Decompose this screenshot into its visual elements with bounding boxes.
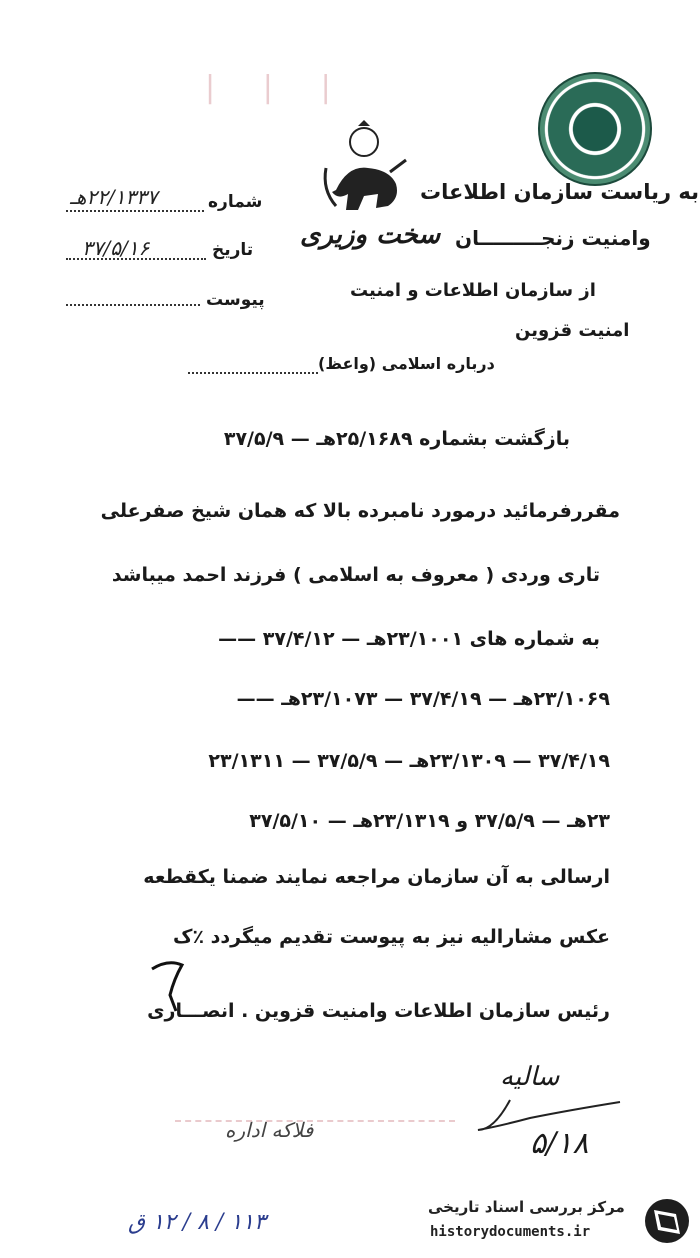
signature-line: رئیس سازمان اطلاعات وامنیت قزوین . انصـــاری (147, 1000, 610, 1022)
reference-line: بازگشت بشماره ۲۵/۱۶۸۹هـ — ۳۷/۵/۹ (223, 428, 570, 450)
red-stamp-text: فلاکه اداره (225, 1118, 314, 1142)
handwritten-fraction: ۵/۱۸ (530, 1126, 589, 1161)
body-line-8: عکس مشارالیه نیز به پیوست تقدیم میگردد ٪ک (172, 926, 610, 948)
addressee-line2: وامنیت زنجـــــــــان (455, 226, 651, 250)
date-label: تاریخ (212, 240, 254, 260)
addressee-line1: به ریاست سازمان اطلاعات (420, 180, 699, 204)
blue-handwritten-number: ۱۱۳ / ۸ / ۱۲ ق (128, 1210, 266, 1235)
attachment-dotted-line (66, 304, 200, 306)
subject-dotted-line (188, 372, 318, 374)
emblem-seal (538, 72, 652, 186)
subject-line: درباره اسلامی (واعظ) (318, 354, 495, 373)
body-line-2: تاری وردی ( معروف به اسلامی ) فرزند احمد میباشد (111, 564, 600, 586)
lion-and-sun-emblem (318, 120, 410, 220)
body-line-3: به شماره های ۲۳/۱۰۰۱هـ — ۳۷/۴/۱۲ —— (218, 628, 600, 650)
date-dotted-line (66, 258, 206, 260)
attachment-label: پیوست (206, 290, 265, 310)
from-line: از سازمان اطلاعات و امنیت (350, 280, 596, 301)
body-line-4: ۲۳/۱۰۶۹هـ — ۳۷/۴/۱۹ — ۲۳/۱۰۷۳هـ —— (236, 688, 610, 710)
date-value: ۳۷/۵/۱۶ (82, 236, 150, 260)
body-line-6: ۲۳هـ — ۳۷/۵/۹ و ۲۳/۱۳۱۹هـ — ۳۷/۵/۱۰ (249, 810, 610, 832)
faint-red-stamp-top: | | | (205, 70, 331, 105)
red-stamp-faint (175, 1120, 455, 1182)
body-line-1: مقررفرمائید درمورد نامبرده بالا که همان شیخ صفرعلی (100, 500, 620, 522)
watermark-logo (410, 1192, 700, 1252)
secret-handwritten-mark: سخت وزیری (300, 220, 441, 250)
body-line-7: ارسالی به آن سازمان مراجعه نمایند ضمنا یکقطعه (143, 866, 610, 888)
from-city: امنیت قزوین (515, 320, 630, 341)
number-value: ۲۲/۱۳۳۷هـ (70, 185, 158, 209)
number-label: شماره (208, 192, 263, 212)
number-dotted-line (66, 210, 204, 212)
handwritten-signature: سالیه (500, 1062, 560, 1092)
watermark-url: historydocuments.ir (430, 1224, 591, 1240)
watermark-icon (640, 1196, 694, 1246)
body-line-5: ۳۷/۴/۱۹ — ۲۳/۱۳۰۹هـ — ۳۷/۵/۹ — ۲۳/۱۳۱۱ (208, 750, 610, 772)
watermark-title: مرکز بررسی اسناد تاریخی (428, 1198, 625, 1216)
